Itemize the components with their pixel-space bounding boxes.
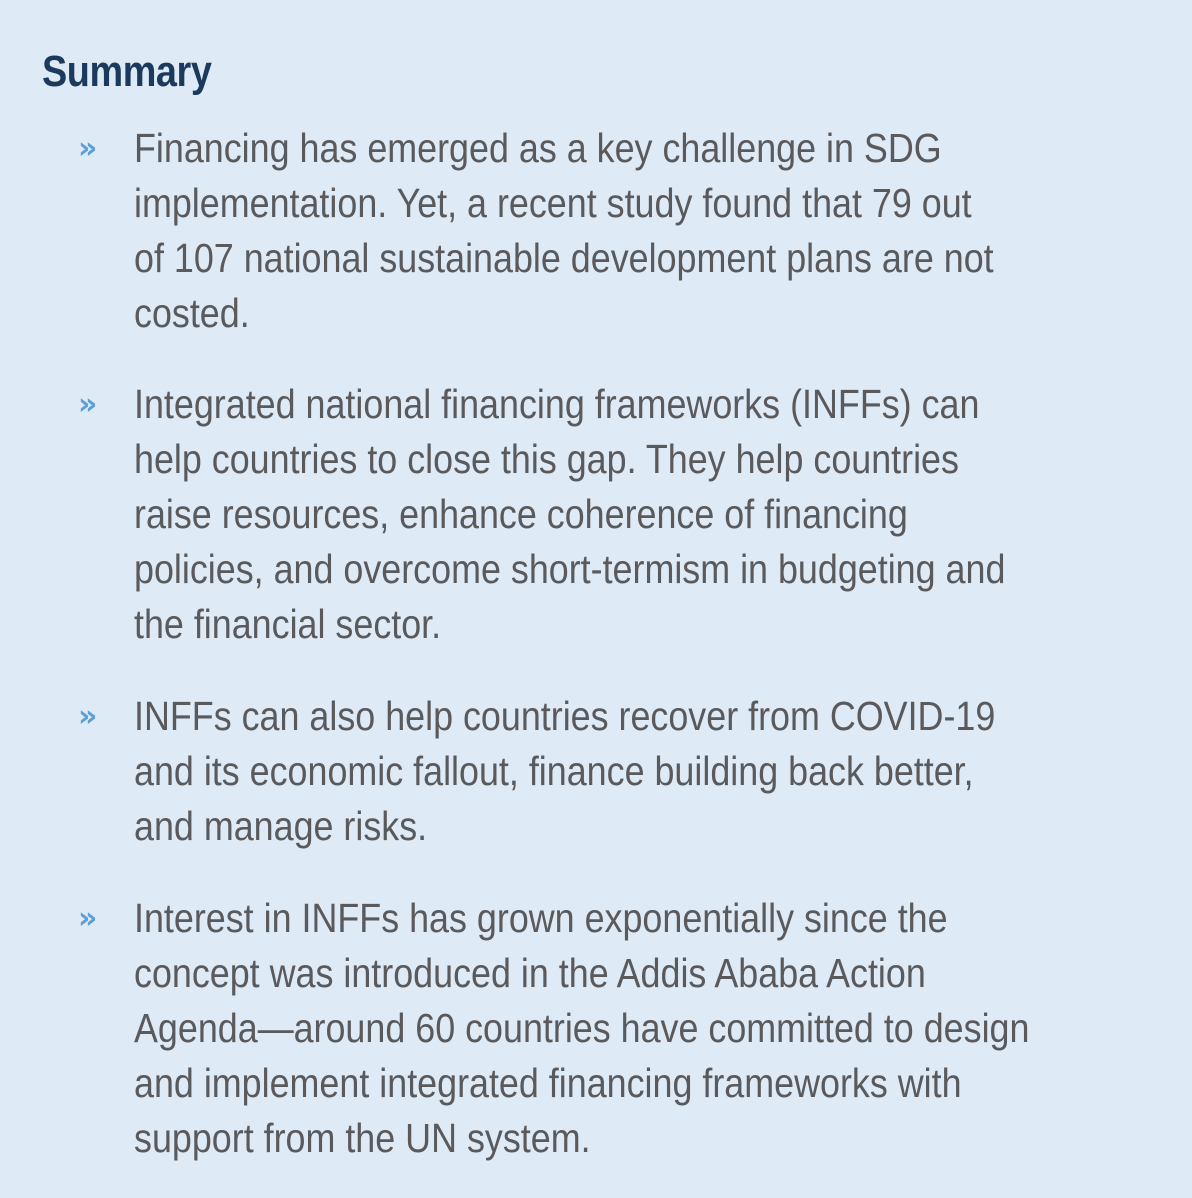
bullet-text: Integrated national financing frameworks (INFFs) can help countries to close this gap. They help countries raise resources, enhance coherence of financing policies, and overcome short-termism in budgeting and the financial sector. (134, 381, 1006, 647)
bullet-text: INFFs can also help countries recover from COVID-19 and its economic fallout, finance building back better, and manage risks. (134, 693, 996, 849)
chevron-right-icon: » (78, 387, 98, 422)
bullet-text: Financing has emerged as a key challenge in SDG implementation. Yet, a recent study found that 79 out of 107 national sustainable development plans are not costed. (134, 125, 994, 336)
chevron-right-icon: » (78, 699, 98, 734)
bullet-text: Interest in INFFs has grown exponentially since the concept was introduced in the Addis Ababa Action Agenda—around 60 countries have committed to design and implement integrated financing frameworks with support from the UN system. (134, 895, 1030, 1161)
chevron-right-icon: » (78, 901, 98, 936)
chevron-right-icon: » (78, 131, 98, 166)
summary-title: Summary (42, 47, 212, 96)
